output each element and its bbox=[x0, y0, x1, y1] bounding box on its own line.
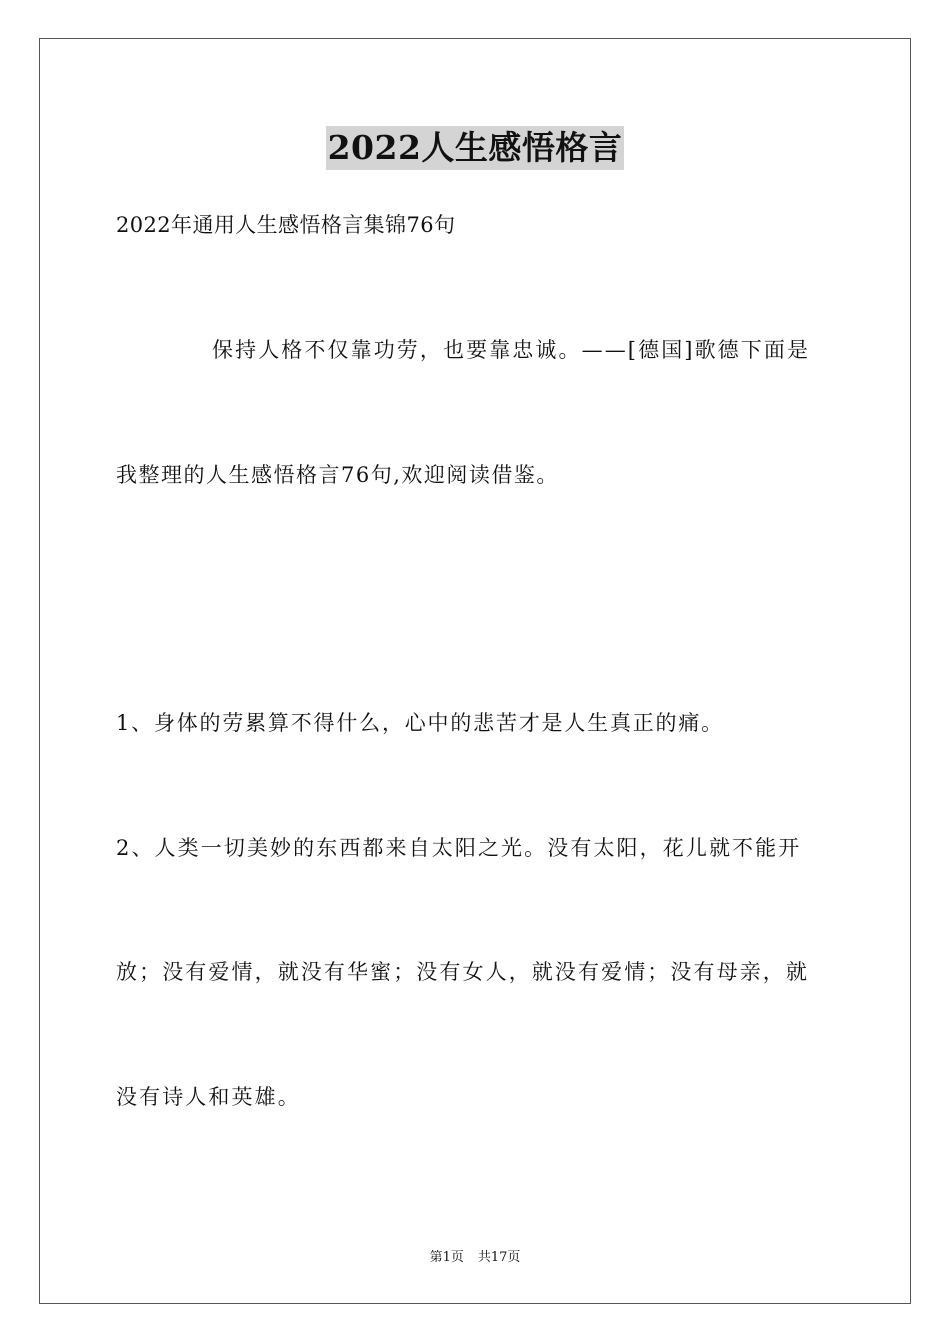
document-subtitle: 2022年通用人生感悟格言集锦76句 bbox=[116, 213, 456, 237]
intro-line-1: 保持人格不仅靠功劳，也要靠忠诚。——[德国]歌德下面是 bbox=[212, 338, 811, 362]
page-footer bbox=[0, 1249, 950, 1267]
quote-item-2-line-3: 没有诗人和英雄。 bbox=[116, 1085, 301, 1109]
page-number-total: 共17页 bbox=[477, 1250, 521, 1265]
document-title: 2022人生感悟格言 bbox=[326, 126, 625, 170]
quote-item-1: 1、身体的劳累算不得什么，心中的悲苦才是人生真正的痛。 bbox=[116, 711, 724, 735]
quote-item-2-line-2: 放；没有爱情，就没有华蜜；没有女人，就没有爱情；没有母亲，就 bbox=[116, 960, 809, 984]
intro-line-2: 我整理的人生感悟格言76句,欢迎阅读借鉴。 bbox=[116, 463, 559, 487]
quote-item-2-line-1: 2、人类一切美妙的东西都来自太阳之光。没有太阳，花儿就不能开 bbox=[116, 836, 802, 860]
title-container bbox=[0, 126, 950, 170]
page-number-current: 第1页 bbox=[429, 1250, 464, 1265]
